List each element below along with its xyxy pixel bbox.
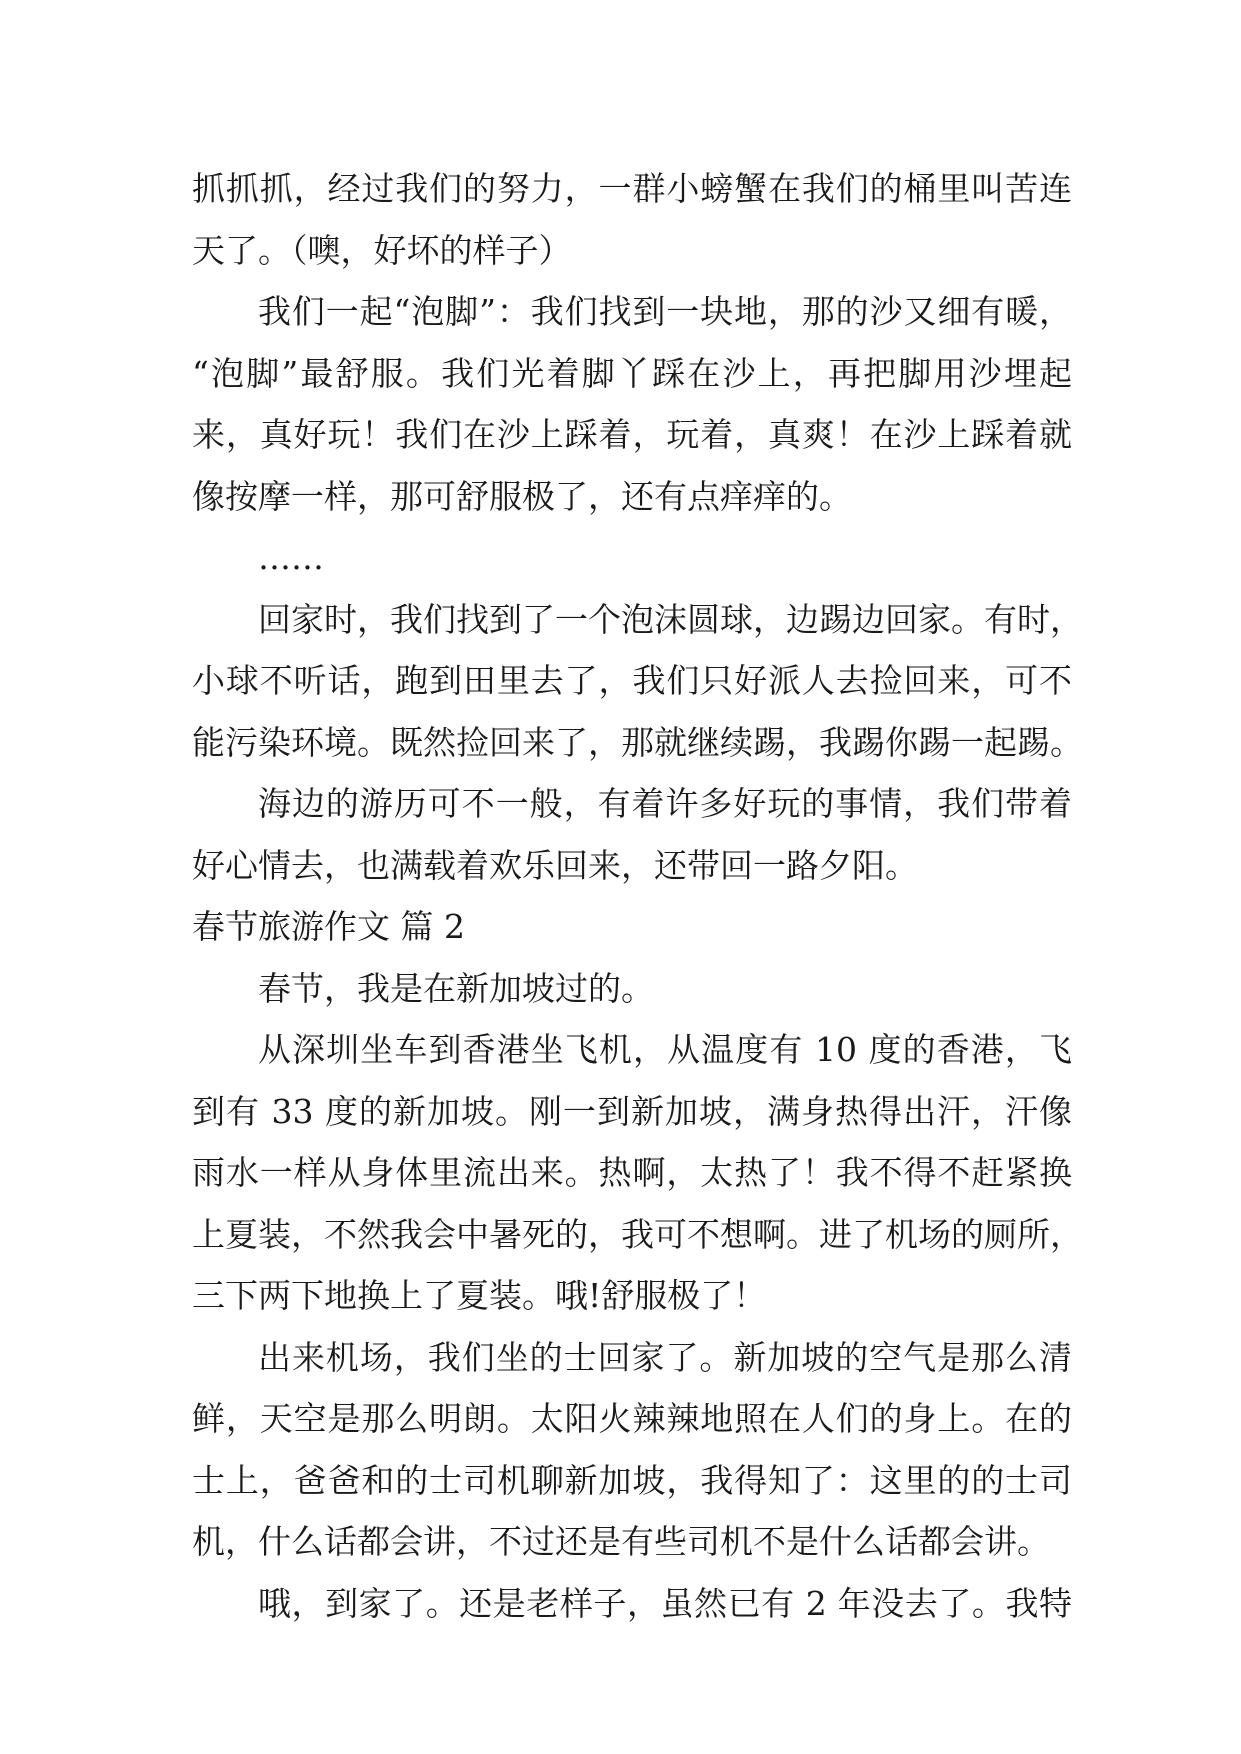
text-line: 海边的游历可不一般，有着许多好玩的事情，我们带着 (258, 784, 1072, 823)
text-line: 雨水一样从身体里流出来。热啊，太热了！我不得不赶紧换 (192, 1153, 1072, 1192)
text-line: 抓抓抓，经过我们的努力，一群小螃蟹在我们的桶里叫苦连 (192, 169, 1072, 208)
text-line: 从深圳坐车到香港坐飞机，从温度有 10 度的香港，飞 (258, 1030, 1072, 1069)
text-line: 上夏装，不然我会中暑死的，我可不想啊。进了机场的厕所， (192, 1214, 1083, 1254)
section-heading: 春节旅游作文 篇 2 (192, 907, 465, 946)
text-line: “泡脚”最舒服。我们光着脚丫踩在沙上，再把脚用沙埋起 (192, 353, 1072, 393)
text-line: 像按摩一样，那可舒服极了，还有点痒痒的。 (192, 476, 852, 516)
text-line: 好心情去，也满载着欢乐回来，还带回一路夕阳。 (192, 845, 918, 885)
text-line: 到有 33 度的新加坡。刚一到新加坡，满身热得出汗，汗像 (192, 1091, 1072, 1131)
text-line: 天了。（噢，好坏的样子） (192, 230, 572, 270)
text-line: 小球不听话，跑到田里去了，我们只好派人去捡回来，可不 (192, 661, 1072, 700)
text-line: 出来机场，我们坐的士回家了。新加坡的空气是那么清 (258, 1337, 1072, 1377)
text-line: 回家时，我们找到了一个泡沫圆球，边踢边回家。有时， (258, 599, 1083, 639)
text-line: 士上，爸爸和的士司机聊新加坡，我得知了：这里的的士司 (192, 1460, 1072, 1500)
text-line: 鲜，天空是那么明朗。太阳火辣辣地照在人们的身上。在的 (192, 1399, 1072, 1438)
text-line: …… (258, 538, 324, 577)
text-line: 三下两下地换上了夏装。哦!舒服极了！ (192, 1276, 767, 1315)
text-line: 哦，到家了。还是老样子，虽然已有 2 年没去了。我特 (258, 1583, 1072, 1623)
text-line: 机，什么话都会讲，不过还是有些司机不是什么话都会讲。 (192, 1522, 1050, 1561)
document-body (192, 158, 1083, 1634)
text-line: 能污染环境。既然捡回来了，那就继续踢，我踢你踢一起踢。 (192, 722, 1083, 762)
text-line: 我们一起“泡脚”：我们找到一块地，那的沙又细有暖， (258, 292, 1072, 331)
text-line: 春节，我是在新加坡过的。 (258, 968, 654, 1008)
text-line: 来，真好玩！我们在沙上踩着，玩着，真爽！在沙上踩着就 (192, 415, 1072, 454)
